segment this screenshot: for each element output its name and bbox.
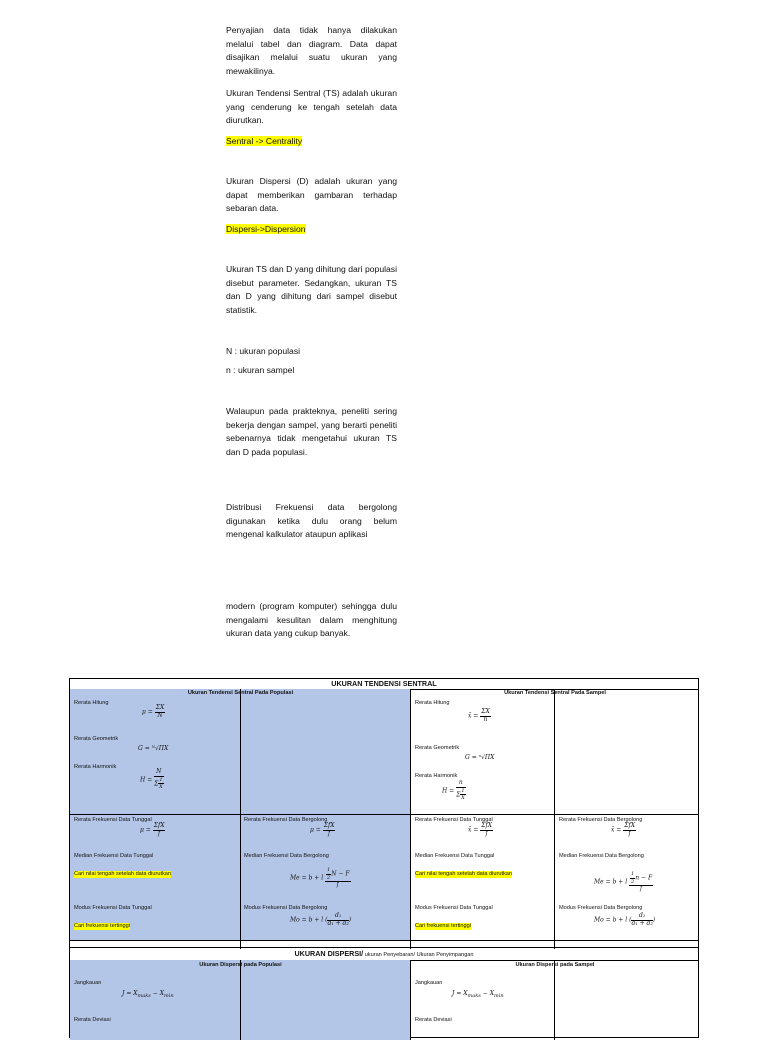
paragraph-d-definition: Ukuran Dispersi (D) adalah ukuran yang dapat memberikan gambaran terhadap sebaran data.: [226, 176, 397, 214]
label-rf-tunggal-pop: Rerata Frekuensi Data Tunggal: [74, 817, 152, 823]
label-jangkauan-samp: Jangkauan: [415, 980, 443, 986]
table-dispersi: [69, 948, 699, 1038]
formula-geometric-samp: G = ⁿ√ΠX: [465, 754, 495, 761]
label-med-bergolong-pop: Median Frekuensi Data Bergolong: [244, 853, 329, 859]
label-med-tunggal-pop: Median Frekuensi Data Tunggal: [74, 853, 154, 859]
label-rerata-hitung-pop: Rerata Hitung: [74, 700, 109, 706]
cell-d-pop-2: [241, 960, 411, 1040]
formula-modus-pop: Mo = b + l ( $\frac{\text{d₁}}{\text{d₁ + d₂}}$ ): [290, 912, 352, 927]
paragraph-sampel: Walaupun pada prakteknya, peneliti sering bekerja dengan sampel, yang berarti peneliti sebenarnya tidak mengetahui ukuran TS dan D pada populasi.: [226, 406, 397, 457]
table-title-ts: UKURAN TENDENSI SENTRAL: [70, 679, 698, 690]
highlight-sentral: Sentral -> Centrality: [226, 136, 303, 146]
label-med-tunggal-samp: Median Frekuensi Data Tunggal: [415, 853, 495, 859]
note-cari-frek-samp: Cari frekuensi tertinggi: [415, 923, 471, 929]
formula-rf-tunggal-samp: x̄ = $\frac{\text{ΣfX}}{f}$: [468, 822, 492, 837]
label-jangkauan-pop: Jangkauan: [74, 980, 102, 986]
formula-rf-bergolong-pop: μ = $\frac{\text{ΣfX}}{f}$: [310, 822, 335, 837]
header-ts-sampel: Ukuran Tendensi Sentral Pada Sampel: [504, 690, 606, 696]
header-d-populasi: Ukuran Dispersi pada Populasi: [199, 962, 282, 968]
formula-rf-bergolong-samp: x̄ = $\frac{\text{ΣfX}}{f}$: [611, 822, 635, 837]
label-mod-tunggal-samp: Modus Frekuensi Data Tunggal: [415, 905, 493, 911]
cell-pop-2: [241, 689, 411, 815]
label-rf-bergolong-samp: Rerata Frekuensi Data Bergolong: [559, 817, 643, 823]
label-mod-tunggal-pop: Modus Frekuensi Data Tunggal: [74, 905, 152, 911]
paragraph-modern: modern (program komputer) sehingga dulu mengalami kesulitan dalam menghitung ukuran data yang cukup banyak.: [226, 601, 397, 639]
formula-harmonic-samp: H = n Σ $\frac{1}{X}$: [442, 779, 465, 801]
formula-harmonic-pop: H = N Σ $\frac{1}{X}$: [140, 768, 163, 790]
note-cari-tengah-samp: Cari nilai tengah setelah data diurutkan: [415, 871, 513, 877]
paragraph-ts-definition: Ukuran Tendensi Sentral (TS) adalah ukuran yang cenderung ke tengah setelah data diurutkan.: [226, 88, 397, 126]
cell-samp-2: [555, 689, 698, 815]
header-d-sampel: Ukuran Dispersi pada Sampel: [515, 962, 595, 968]
paragraph-distribusi: Distribusi Frekuensi data bergolong digunakan ketika dulu orang belum mengenal kalkulator ataupun aplikasi: [226, 502, 397, 540]
formula-jangkauan-samp: $J = X_{maks} - X_{min}$: [452, 990, 504, 1000]
formula-modus-samp: Mo = b + l ( $\frac{\text{d₁}}{\text{d₁ + d₂}}$ ): [594, 912, 656, 927]
formula-mean-pop: μ = $\frac{\Sigma X}{N}$: [142, 704, 165, 719]
label-rerata-hitung-samp: Rerata Hitung: [415, 700, 450, 706]
note-cari-tengah-pop: Cari nilai tengah setelah data diurutkan: [74, 871, 172, 877]
paragraph-parameter: Ukuran TS dan D yang dihitung dari populasi disebut parameter. Sedangkan, ukuran TS dan D yang dihitung dari sampel disebut statistik.: [226, 264, 397, 315]
label-rf-bergolong-pop: Rerata Frekuensi Data Bergolong: [244, 817, 328, 823]
paragraph-intro: Penyajian data tidak hanya dilakukan melalui tabel dan diagram. Data dapat disajikan melalui suatu ukuran yang mewakilinya.: [226, 25, 397, 76]
label-rerata-deviasi-samp: Rerata Deviasi: [415, 1017, 452, 1023]
label-mod-bergolong-samp: Modus Frekuensi Data Bergolong: [559, 905, 643, 911]
note-cari-frek-pop: Cari frekuensi tertinggi: [74, 923, 130, 929]
formula-mean-samp: x̄ = $\frac{\Sigma X}{n}$: [468, 708, 490, 723]
label-mod-bergolong-pop: Modus Frekuensi Data Bergolong: [244, 905, 328, 911]
paragraph-n: n : ukuran sampel: [226, 365, 295, 375]
formula-median-samp: Me = b + l $\frac{1}{2}$ n − F f: [594, 871, 653, 892]
cell-d-samp-2: [555, 960, 698, 1040]
highlight-dispersi: Dispersi->Dispersion: [226, 224, 306, 234]
formula-median-pop: Me = b + l $\frac{1}{2}$ N − F f: [290, 867, 350, 888]
header-ts-populasi: Ukuran Tendensi Sentral Pada Populasi: [187, 690, 294, 696]
label-rerata-harmonik-samp: Rerata Harmonik: [415, 773, 458, 779]
label-rf-tunggal-samp: Rerata Frekuensi Data Tunggal: [415, 817, 493, 823]
label-rerata-geometrik-samp: Rerata Geometrik: [415, 745, 460, 751]
formula-jangkauan-pop: $J = X_{maks} - X_{min}$: [122, 990, 174, 1000]
formula-rf-tunggal-pop: μ = $\frac{\text{ΣfX}}{f}$: [140, 822, 165, 837]
table-title-dispersi: UKURAN DISPERSI/ ukuran Penyebaran/ Ukuran Penyimpangan: [70, 948, 698, 961]
label-med-bergolong-samp: Median Frekuensi Data Bergolong: [559, 853, 644, 859]
label-rerata-deviasi-pop: Rerata Deviasi: [74, 1017, 111, 1023]
paragraph-N: N : ukuran populasi: [226, 346, 301, 356]
label-rerata-harmonik-pop: Rerata Harmonik: [74, 764, 117, 770]
table-tendensi-sentral: [69, 678, 699, 948]
label-rerata-geometrik-pop: Rerata Geometrik: [74, 736, 119, 742]
formula-geometric-pop: G = ᴺ√ΠX: [138, 745, 169, 752]
